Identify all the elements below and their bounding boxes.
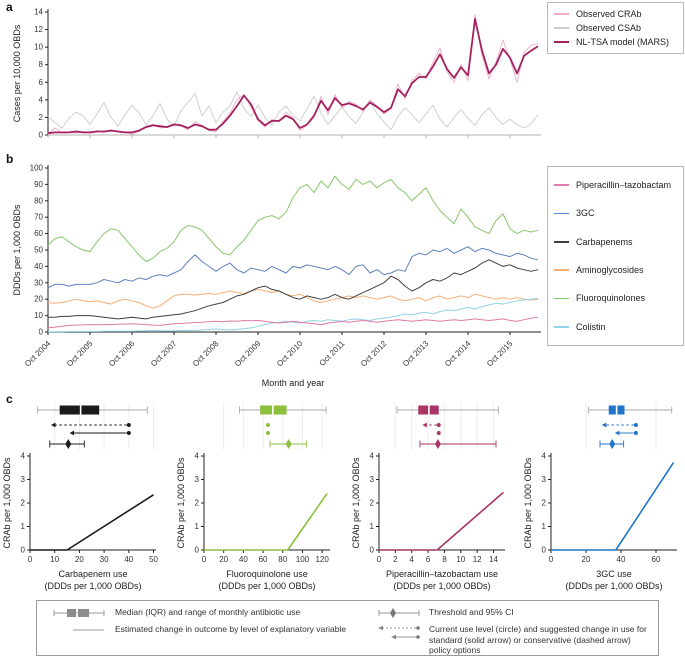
- svg-text:40: 40: [34, 261, 43, 271]
- legend-item: [554, 265, 677, 275]
- svg-text:0: 0: [541, 545, 546, 555]
- svg-text:4: 4: [541, 451, 546, 461]
- svg-text:1: 1: [194, 522, 199, 531]
- svg-text:30: 30: [34, 278, 43, 288]
- svg-text:20: 20: [219, 555, 229, 564]
- svg-text:20: 20: [581, 555, 591, 564]
- legend-label: Median (IQR) and range of monthly antibiotic use: [115, 607, 301, 617]
- svg-text:6: 6: [38, 77, 43, 87]
- legend-item: [371, 607, 651, 619]
- svg-text:1: 1: [20, 522, 25, 531]
- svg-text:50: 50: [149, 555, 158, 564]
- svg-text:Oct 2004: Oct 2004: [23, 339, 53, 369]
- svg-text:8: 8: [442, 555, 447, 564]
- svg-text:10: 10: [34, 311, 43, 321]
- legend-item: [554, 37, 677, 47]
- legend-label: 3GC: [576, 208, 595, 219]
- svg-text:Piperacillin–tazobactam use: Piperacillin–tazobactam use: [385, 569, 499, 579]
- svg-text:CRAb per 1,000 OBDs: CRAb per 1,000 OBDs: [351, 457, 361, 549]
- panel-c-fluoroquinolone-chart: [174, 398, 341, 596]
- bottom-legend-right-column: [371, 607, 651, 656]
- colistin-line-swatch: [554, 326, 569, 328]
- svg-text:20: 20: [74, 555, 84, 564]
- svg-text:(DDDs per 1,000 OBDs): (DDDs per 1,000 OBDs): [393, 581, 491, 591]
- panel-a-label: a: [6, 0, 13, 14]
- svg-text:Oct 2005: Oct 2005: [65, 339, 95, 369]
- legend-item: [41, 624, 371, 636]
- 3gc-line-swatch: [554, 213, 569, 215]
- svg-text:50: 50: [34, 245, 43, 255]
- svg-text:0: 0: [38, 130, 43, 140]
- legend-item: [371, 624, 651, 656]
- svg-text:0: 0: [369, 545, 374, 555]
- panel-b-chart: [0, 156, 545, 394]
- svg-text:Oct 2010: Oct 2010: [275, 339, 305, 369]
- svg-text:0: 0: [27, 555, 33, 564]
- svg-text:40: 40: [238, 555, 248, 564]
- svg-text:0: 0: [548, 555, 554, 564]
- svg-text:2: 2: [541, 498, 546, 508]
- csab-line-swatch: [554, 27, 569, 29]
- svg-text:100: 100: [295, 555, 310, 564]
- svg-text:0: 0: [376, 555, 382, 564]
- svg-text:40: 40: [616, 555, 626, 564]
- piperacillin-line-swatch: [554, 184, 569, 186]
- legend-item: [554, 9, 677, 19]
- panel-c-piperacillin-chart: [349, 398, 516, 596]
- legend-item: [554, 208, 677, 218]
- svg-text:100: 100: [29, 163, 43, 173]
- mars-line-swatch: [554, 41, 569, 44]
- svg-text:(DDDs per 1,000 OBDs): (DDDs per 1,000 OBDs): [44, 581, 142, 591]
- svg-text:0: 0: [20, 545, 25, 555]
- svg-text:1: 1: [369, 522, 374, 531]
- panel-a-legend: [547, 2, 684, 54]
- aminoglycosides-line-swatch: [554, 269, 569, 271]
- boxplot-icon: [41, 607, 115, 619]
- svg-text:DDDs per 1,000 OBDs: DDDs per 1,000 OBDs: [12, 204, 22, 296]
- svg-text:8: 8: [38, 60, 43, 70]
- svg-text:60: 60: [34, 229, 43, 239]
- svg-text:4: 4: [20, 451, 25, 461]
- legend-label: Observed CRAb: [576, 9, 642, 19]
- legend-label: Carbapenems: [576, 236, 633, 247]
- svg-text:CRAb per 1,000 OBDs: CRAb per 1,000 OBDs: [523, 457, 533, 549]
- svg-text:0: 0: [194, 545, 199, 555]
- panel-a-chart: [0, 0, 545, 150]
- panel-b-label: b: [6, 152, 14, 166]
- legend-label: Aminoglycosides: [576, 265, 644, 276]
- crab-line-swatch: [554, 13, 569, 15]
- panel-c-label: c: [6, 392, 13, 406]
- svg-text:(DDDs per 1,000 OBDs): (DDDs per 1,000 OBDs): [218, 581, 316, 591]
- legend-label: NL-TSA model (MARS): [576, 37, 670, 47]
- arrows-icon: [371, 624, 429, 642]
- legend-label: Colistin: [576, 321, 606, 332]
- svg-text:2: 2: [194, 498, 199, 508]
- svg-text:90: 90: [34, 179, 43, 189]
- svg-text:80: 80: [34, 196, 43, 206]
- svg-text:(DDDs per 1,000 OBDs): (DDDs per 1,000 OBDs): [565, 581, 663, 591]
- panel-c-carbapenem-chart: [0, 398, 167, 596]
- svg-text:0: 0: [201, 555, 207, 564]
- svg-text:Carbapenem use: Carbapenem use: [58, 569, 128, 579]
- svg-text:3GC use: 3GC use: [596, 569, 632, 579]
- svg-text:12: 12: [34, 25, 43, 35]
- legend-item: [554, 322, 677, 332]
- svg-text:2: 2: [20, 498, 25, 508]
- svg-text:3: 3: [369, 475, 374, 484]
- svg-text:2: 2: [369, 498, 374, 508]
- legend-item: [554, 180, 677, 190]
- svg-text:30: 30: [99, 555, 109, 564]
- svg-text:CRAb per 1,000 OBDs: CRAb per 1,000 OBDs: [2, 457, 12, 549]
- legend-label: Fluoroquinolones: [576, 293, 646, 304]
- svg-text:Oct 2013: Oct 2013: [401, 339, 431, 369]
- svg-text:6: 6: [425, 555, 431, 564]
- svg-text:10: 10: [456, 555, 466, 564]
- line-icon: [41, 624, 115, 636]
- svg-text:1: 1: [541, 522, 546, 531]
- svg-text:4: 4: [369, 451, 374, 461]
- svg-text:12: 12: [472, 555, 482, 564]
- svg-text:4: 4: [409, 555, 414, 564]
- svg-text:Oct 2011: Oct 2011: [317, 339, 347, 368]
- svg-text:0: 0: [38, 327, 43, 337]
- svg-text:2: 2: [393, 555, 398, 564]
- panel-c-3gc-chart: [521, 398, 685, 596]
- threshold-icon: [371, 607, 429, 619]
- svg-text:Fluoroquinolone use: Fluoroquinolone use: [226, 569, 308, 579]
- svg-text:Oct 2009: Oct 2009: [233, 339, 263, 369]
- bottom-legend-left-column: [41, 607, 371, 649]
- legend-label: Current use level (circle) and suggested change in use for standard (solid arrow) or conservative (dashed arrow) policy options: [429, 624, 647, 656]
- svg-text:Oct 2015: Oct 2015: [485, 339, 515, 369]
- panel-b-legend: [547, 166, 684, 346]
- svg-text:10: 10: [50, 555, 60, 564]
- svg-text:60: 60: [651, 555, 661, 564]
- legend-label: Observed CSAb: [576, 23, 642, 33]
- bottom-legend: [36, 600, 659, 656]
- svg-text:14: 14: [34, 7, 43, 17]
- svg-text:10: 10: [34, 42, 43, 52]
- legend-label: Threshold and 95% CI: [429, 607, 514, 617]
- fluoroquinolones-line-swatch: [554, 298, 569, 300]
- svg-text:2: 2: [38, 112, 43, 122]
- legend-item: [554, 293, 677, 303]
- legend-item: [554, 23, 677, 33]
- svg-text:Cases per 10,000 OBDs: Cases per 10,000 OBDs: [12, 24, 22, 123]
- carbapenems-line-swatch: [554, 241, 569, 243]
- svg-text:Month and year: Month and year: [261, 378, 325, 388]
- svg-text:3: 3: [20, 475, 25, 484]
- svg-text:14: 14: [489, 555, 498, 564]
- svg-text:Oct 2006: Oct 2006: [107, 339, 137, 369]
- svg-text:Oct 2012: Oct 2012: [359, 339, 389, 369]
- svg-text:40: 40: [124, 555, 134, 564]
- legend-item: [554, 237, 677, 247]
- svg-text:3: 3: [194, 475, 199, 484]
- svg-text:120: 120: [315, 555, 329, 564]
- legend-item: [41, 607, 371, 619]
- svg-text:80: 80: [278, 555, 288, 564]
- svg-text:Oct 2007: Oct 2007: [149, 339, 179, 369]
- legend-label: Piperacillin–tazobactam: [576, 180, 672, 191]
- svg-text:4: 4: [194, 451, 199, 461]
- svg-text:20: 20: [34, 294, 43, 304]
- svg-text:4: 4: [38, 95, 43, 105]
- svg-text:Oct 2008: Oct 2008: [191, 339, 221, 369]
- svg-text:3: 3: [541, 475, 546, 484]
- svg-text:70: 70: [34, 212, 43, 222]
- svg-text:60: 60: [258, 555, 268, 564]
- svg-text:CRAb per 1,000 OBDs: CRAb per 1,000 OBDs: [176, 457, 186, 549]
- legend-label: Estimated change in outcome by level of explanatory variable: [115, 624, 347, 634]
- svg-text:Oct 2014: Oct 2014: [443, 339, 473, 369]
